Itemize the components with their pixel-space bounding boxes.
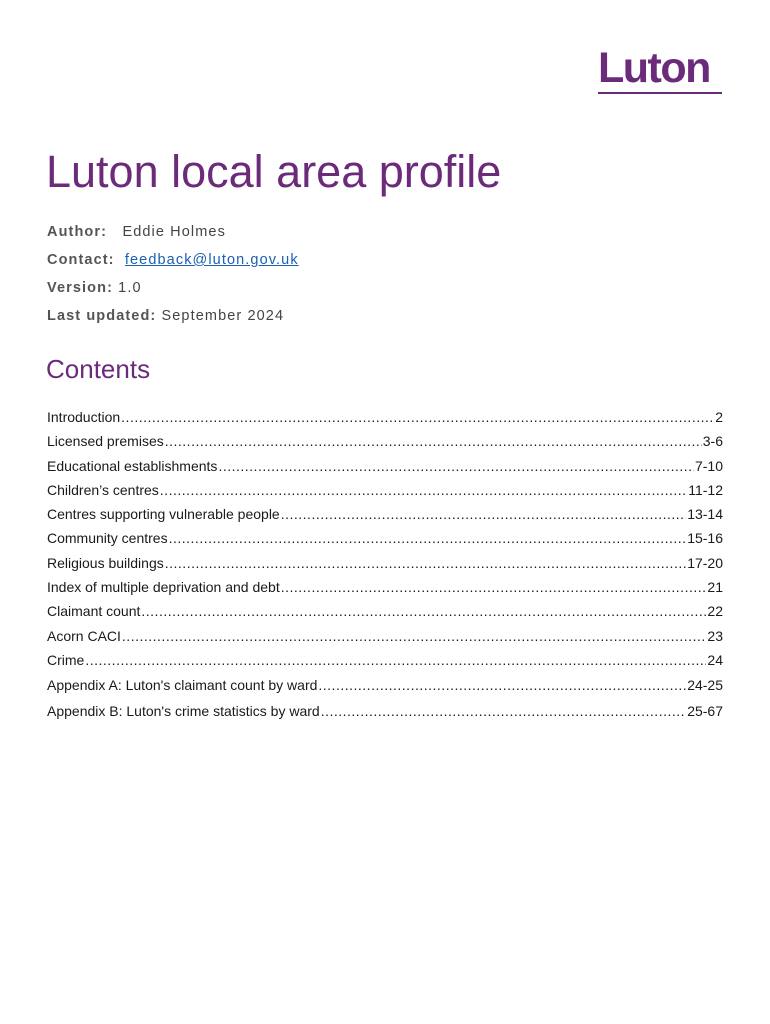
luton-logo <box>598 46 724 94</box>
toc-item-page: 24 <box>707 651 723 668</box>
contact-label: Contact: <box>47 252 115 268</box>
contact-row <box>47 249 299 277</box>
toc-item-page: 13-14 <box>687 506 723 523</box>
toc-item-page: 22 <box>707 603 723 620</box>
toc-item-title: Index of multiple deprivation and debt <box>47 579 280 596</box>
toc-leader-dots <box>141 599 706 623</box>
toc-item[interactable] <box>47 599 723 623</box>
toc-item[interactable] <box>47 478 723 502</box>
updated-label: Last updated: <box>47 308 157 324</box>
author-label: Author: <box>47 224 108 240</box>
toc-item-title: Religious buildings <box>47 554 164 571</box>
toc-leader-dots <box>318 672 686 698</box>
toc-item-page: 24-25 <box>687 677 723 694</box>
table-of-contents <box>47 405 723 724</box>
toc-leader-dots <box>85 648 706 672</box>
updated-row <box>47 305 299 333</box>
toc-item-title: Licensed premises <box>47 433 164 450</box>
toc-leader-dots <box>169 526 687 550</box>
toc-item[interactable] <box>47 405 723 429</box>
toc-item-title: Appendix B: Luton's crime statistics by ward <box>47 703 320 720</box>
contact-email-link[interactable]: feedback@luton.gov.uk <box>124 252 299 268</box>
toc-item[interactable] <box>47 429 723 453</box>
author-value: Eddie Holmes <box>122 224 226 240</box>
toc-item-page: 11-12 <box>688 481 723 498</box>
toc-item[interactable] <box>47 551 723 575</box>
toc-leader-dots <box>321 698 687 724</box>
toc-leader-dots <box>122 624 707 648</box>
toc-item-page: 15-16 <box>687 530 723 547</box>
toc-item-title: Claimant count <box>47 603 141 620</box>
toc-item-title: Crime <box>47 651 85 668</box>
toc-item[interactable] <box>47 575 723 599</box>
toc-item-page: 2 <box>715 409 723 425</box>
version-row <box>47 277 299 305</box>
toc-item-title: Acorn CACI <box>47 627 121 644</box>
toc-leader-dots <box>160 478 687 502</box>
toc-leader-dots <box>121 405 714 429</box>
logo-underline <box>598 92 722 94</box>
toc-item-title: Appendix A: Luton's claimant count by ward <box>47 677 318 694</box>
toc-item-page: 23 <box>707 627 723 644</box>
toc-item-title: Centres supporting vulnerable people <box>47 506 280 523</box>
updated-value: September 2024 <box>161 308 285 324</box>
toc-item[interactable] <box>47 454 723 478</box>
toc-item[interactable] <box>47 526 723 550</box>
toc-item-page: 25-67 <box>687 703 723 720</box>
toc-item-title: Educational establishments <box>47 457 218 474</box>
toc-item-page: 17-20 <box>687 554 723 571</box>
toc-item-title: Children’s centres <box>47 481 159 498</box>
toc-leader-dots <box>165 551 686 575</box>
toc-item-page: 3-6 <box>702 433 723 450</box>
version-label: Version: <box>47 280 114 296</box>
author-row <box>47 221 299 249</box>
author-spacer <box>112 224 122 240</box>
toc-item-page: 21 <box>707 579 723 596</box>
toc-item[interactable] <box>47 648 723 672</box>
logo-wordmark: Luton <box>598 44 710 92</box>
version-value: 1.0 <box>118 280 142 296</box>
document-metadata <box>47 221 299 333</box>
toc-item[interactable] <box>47 698 723 724</box>
toc-item-page: 7-10 <box>694 457 723 474</box>
page-title: Luton local area profile <box>46 146 502 197</box>
toc-item-title: Community centres <box>47 530 168 547</box>
contents-heading: Contents <box>46 354 151 384</box>
toc-item[interactable] <box>47 672 723 698</box>
toc-item[interactable] <box>47 624 723 648</box>
toc-leader-dots <box>218 454 694 478</box>
toc-item[interactable] <box>47 502 723 526</box>
toc-leader-dots <box>165 429 702 453</box>
toc-leader-dots <box>281 502 686 526</box>
toc-item-title: Introduction <box>47 409 121 425</box>
toc-leader-dots <box>281 575 707 599</box>
